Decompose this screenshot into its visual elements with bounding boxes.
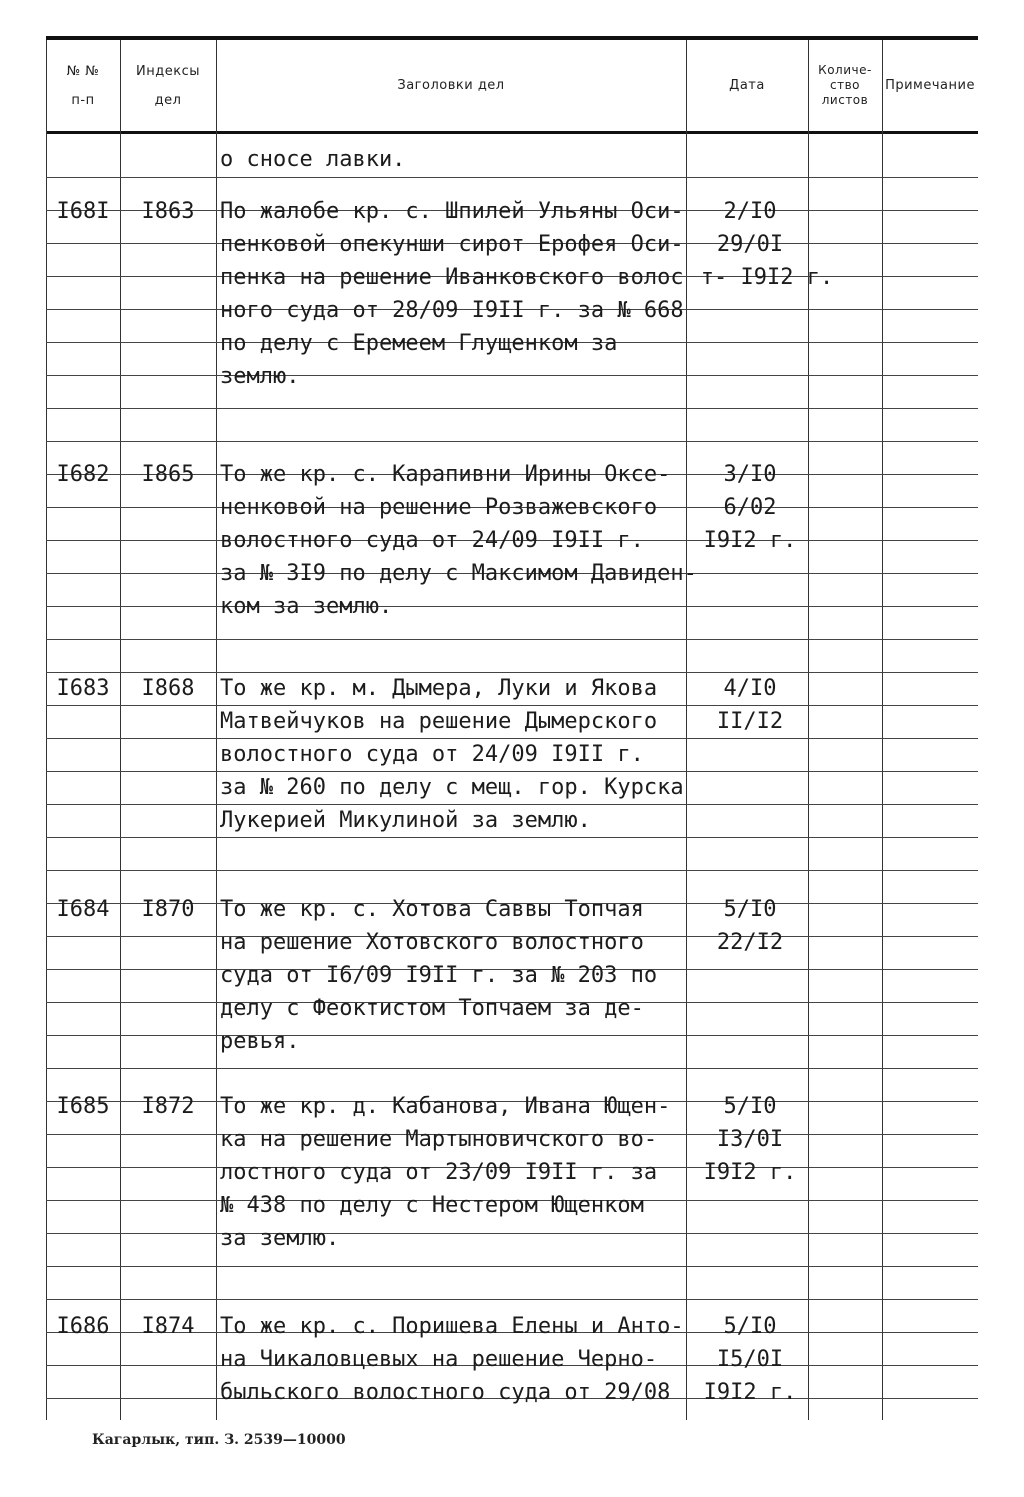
record-title-line: делу с Феоктистом Топчаем за де- [220, 996, 644, 1021]
record-title-line: То же кр. д. Кабанова, Ивана Ющен- [220, 1094, 671, 1119]
record-index: I863 [141, 199, 195, 224]
record-index: I872 [141, 1094, 195, 1119]
record-date: 22/I2 [716, 930, 784, 955]
record-date: I9I2 г. [703, 1380, 797, 1405]
record-title-line: по делу с Еремеем Глущенком за [220, 331, 618, 356]
record-title-line: волостного суда от 24/09 I9II г. [220, 742, 644, 767]
record-title-line: То же кр. с. Поришева Елены и Анто- [220, 1314, 684, 1339]
record-date: 5/I0 [723, 1094, 777, 1119]
printer-imprint: Кагарлык, тип. З. 2539—10000 [92, 1432, 346, 1448]
header-index [120, 40, 216, 131]
record-title-line: ного суда от 28/09 I9II г. за № 668 [220, 298, 684, 323]
header-note [882, 40, 978, 131]
header-titles-label: Заголовки дел [397, 78, 505, 93]
record-number: I684 [56, 897, 110, 922]
record-title-line: на Чикаловцевых на решение Черно- [220, 1347, 658, 1372]
record-title-line: ка на решение Мартыновичского во- [220, 1127, 658, 1152]
record-title-line: ненковой на решение Розважевского [220, 495, 658, 520]
ruled-line [46, 441, 978, 442]
record-title-line: То же кр. с. Карапивни Ирины Оксе- [220, 462, 671, 487]
record-title-line: за № 3I9 по делу с Максимом Давиден- [220, 561, 697, 586]
ruled-line [46, 408, 978, 409]
ruled-line [46, 1266, 978, 1267]
ruled-line [46, 837, 978, 838]
record-title-line: То же кр. с. Хотова Саввы Топчая [220, 897, 644, 922]
record-number: I682 [56, 462, 110, 487]
record-date: II/I2 [716, 709, 784, 734]
header-sheets-line3: листов [821, 93, 869, 107]
record-date: 5/I0 [723, 1314, 777, 1339]
record-number: I685 [56, 1094, 110, 1119]
header-number-line2: п-п [71, 92, 95, 108]
record-date: 5/I0 [723, 897, 777, 922]
record-title-line: То же кр. м. Дымера, Луки и Якова [220, 676, 658, 701]
record-title-line: Лукерией Микулиной за землю. [220, 808, 591, 833]
ruled-line [46, 639, 978, 640]
record-title-line: волостного суда от 24/09 I9II г. [220, 528, 644, 553]
ruled-line [46, 1068, 978, 1069]
record-date: I5/0I [716, 1347, 784, 1372]
ruled-line [46, 177, 978, 178]
record-title-line: ревья. [220, 1029, 300, 1054]
ruled-line [46, 375, 978, 376]
header-sheet-count [808, 40, 882, 131]
record-index: I865 [141, 462, 195, 487]
ruled-line [46, 606, 978, 607]
record-title-line: за землю. [220, 1226, 340, 1251]
ruled-line [46, 1035, 978, 1036]
record-title-line: суда от I6/09 I9II г. за № 203 по [220, 963, 658, 988]
ruled-line [46, 1233, 978, 1234]
record-title-line: По жалобе кр. с. Шпилей Ульяны Оси- [220, 199, 684, 224]
record-title-line: № 438 по делу с Нестером Ющенком [220, 1193, 644, 1218]
header-number [46, 40, 120, 131]
header-index-line1: Индексы [136, 63, 200, 79]
record-title-line: за № 260 по делу с мещ. гор. Курска [220, 775, 684, 800]
header-bottom-rule [46, 131, 978, 134]
record-number: I686 [56, 1314, 110, 1339]
record-title-line: землю. [220, 364, 300, 389]
record-number: I683 [56, 676, 110, 701]
record-date: т- I9I2 г. [700, 265, 834, 290]
record-title-line: на решение Хотовского волостного [220, 930, 644, 955]
header-note-label: Примечание [885, 78, 975, 93]
record-index: I870 [141, 897, 195, 922]
header-sheets-line1: Количе- [818, 63, 872, 77]
record-title-line: Матвейчуков на решение Дымерского [220, 709, 658, 734]
header-titles [216, 40, 686, 131]
header-date [686, 40, 808, 131]
record-number: I68I [56, 199, 110, 224]
record-title-line: пенковой опекунши сирот Ерофея Оси- [220, 232, 684, 257]
record-date: I3/0I [716, 1127, 784, 1152]
record-date: 4/I0 [723, 676, 777, 701]
record-title-line: лостного суда от 23/09 I9II г. за [220, 1160, 658, 1185]
record-title-line: быльского волостного суда от 29/08 [220, 1380, 671, 1405]
record-date: 3/I0 [723, 462, 777, 487]
record-title-line: ком за землю. [220, 594, 393, 619]
header-number-line1: № № [66, 63, 100, 79]
record-index: I868 [141, 676, 195, 701]
record-date: I9I2 г. [703, 1160, 797, 1185]
ruled-line [46, 1299, 978, 1300]
record-date: 29/0I [716, 232, 784, 257]
carry-over-text: о сносе лавки. [220, 147, 406, 172]
header-index-line2: дел [154, 92, 182, 108]
record-index: I874 [141, 1314, 195, 1339]
record-date: 6/02 [723, 495, 777, 520]
header-sheets-line2: ство [829, 78, 860, 92]
record-date: I9I2 г. [703, 528, 797, 553]
ruled-line [46, 870, 978, 871]
header-date-label: Дата [729, 78, 765, 93]
record-date: 2/I0 [723, 199, 777, 224]
record-title-line: пенка на решение Иванковского волос [220, 265, 684, 290]
